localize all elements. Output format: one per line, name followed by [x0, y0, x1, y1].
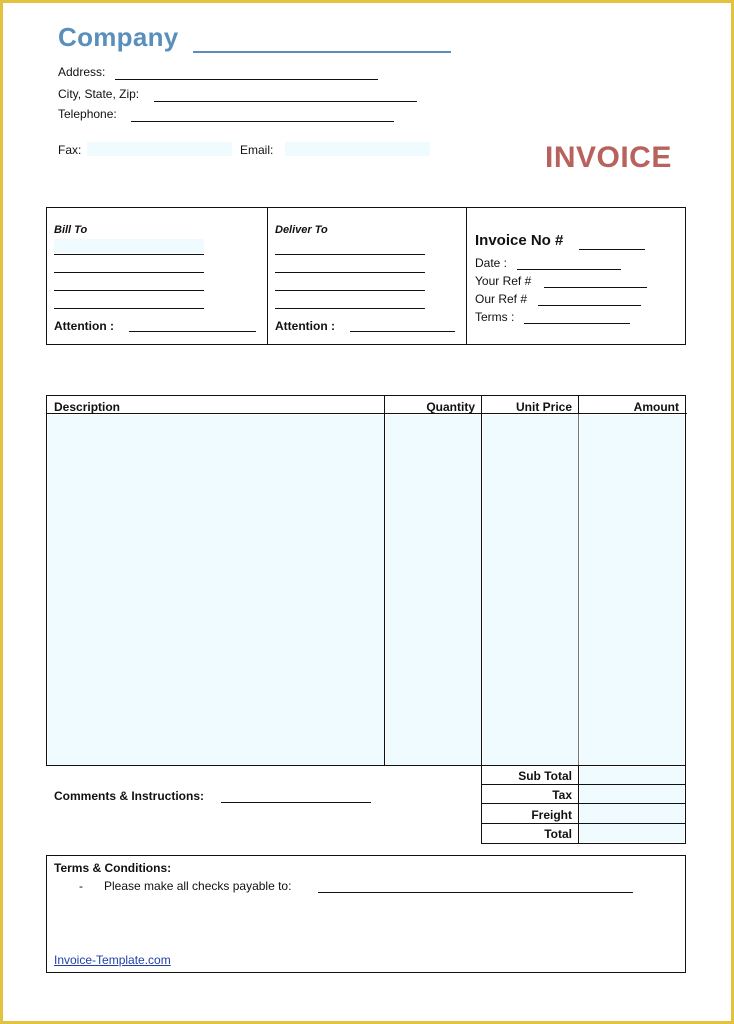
subtotal-value[interactable] — [581, 767, 683, 783]
terms-label: Terms : — [475, 310, 515, 324]
your-ref-label: Your Ref # — [475, 274, 532, 288]
company-name: Company — [58, 22, 179, 52]
telephone-field[interactable] — [131, 107, 394, 122]
totals-row-divider — [482, 823, 685, 824]
deliver-to-line-2[interactable] — [275, 257, 425, 273]
company-name-field[interactable] — [193, 34, 451, 53]
deliver-to-line-3[interactable] — [275, 275, 425, 291]
description-header: Description — [54, 400, 121, 414]
fax-label: Fax: — [58, 143, 82, 157]
totals-row-divider — [482, 803, 685, 804]
terms-bullet: - — [79, 879, 83, 893]
totals-row-divider — [482, 784, 685, 785]
bill-to-line-4[interactable] — [54, 293, 204, 309]
deliver-to-line-4[interactable] — [275, 293, 425, 309]
total-label: Total — [544, 827, 572, 841]
bill-to-attention-field[interactable] — [129, 317, 256, 332]
invoice-number-label: Invoice No # — [475, 232, 564, 249]
comments-field[interactable] — [221, 788, 371, 803]
deliver-to-heading: Deliver To — [275, 224, 328, 236]
total-value[interactable] — [581, 825, 683, 841]
city-state-zip-field[interactable] — [154, 87, 417, 102]
tax-label: Tax — [552, 788, 572, 802]
date-field[interactable] — [517, 257, 621, 270]
fax-field[interactable] — [87, 142, 232, 156]
bill-to-line-3[interactable] — [54, 275, 204, 291]
checks-payable-field[interactable] — [318, 878, 633, 893]
email-field[interactable] — [285, 142, 430, 156]
column-divider — [481, 396, 482, 766]
our-ref-label: Our Ref # — [475, 292, 528, 306]
terms-heading: Terms & Conditions: — [54, 861, 172, 875]
checks-payable-label: Please make all checks payable to: — [104, 879, 292, 893]
date-label: Date : — [475, 256, 508, 270]
city-state-zip-label: City, State, Zip: — [58, 87, 140, 101]
unit-price-header: Unit Price — [515, 400, 572, 414]
address-label: Address: — [58, 65, 106, 79]
terms-field[interactable] — [524, 311, 630, 324]
divider — [466, 208, 467, 345]
footer-link[interactable]: Invoice-Template.com — [54, 953, 171, 967]
tax-value[interactable] — [581, 786, 683, 802]
items-table — [46, 395, 686, 766]
invoice-number-field[interactable] — [579, 235, 645, 250]
subtotal-label: Sub Total — [518, 769, 572, 783]
column-divider — [578, 414, 579, 766]
bill-to-line-1[interactable] — [54, 239, 204, 255]
your-ref-field[interactable] — [544, 275, 647, 288]
column-divider — [384, 396, 385, 766]
totals-divider — [578, 766, 579, 844]
address-field[interactable] — [115, 65, 378, 80]
bill-to-heading: Bill To — [54, 224, 88, 236]
deliver-to-attention-label: Attention : — [275, 319, 335, 333]
quantity-header: Quantity — [426, 400, 475, 414]
bill-to-line-2[interactable] — [54, 257, 204, 273]
freight-value[interactable] — [581, 805, 683, 821]
our-ref-field[interactable] — [538, 293, 641, 306]
invoice-title: INVOICE — [545, 141, 672, 174]
deliver-to-line-1[interactable] — [275, 239, 425, 255]
bill-to-attention-label: Attention : — [54, 319, 114, 333]
freight-label: Freight — [531, 808, 572, 822]
amount-header: Amount — [633, 400, 679, 414]
email-label: Email: — [240, 143, 274, 157]
telephone-label: Telephone: — [58, 107, 117, 121]
comments-label: Comments & Instructions: — [54, 789, 205, 803]
divider — [267, 208, 268, 345]
deliver-to-attention-field[interactable] — [350, 317, 455, 332]
